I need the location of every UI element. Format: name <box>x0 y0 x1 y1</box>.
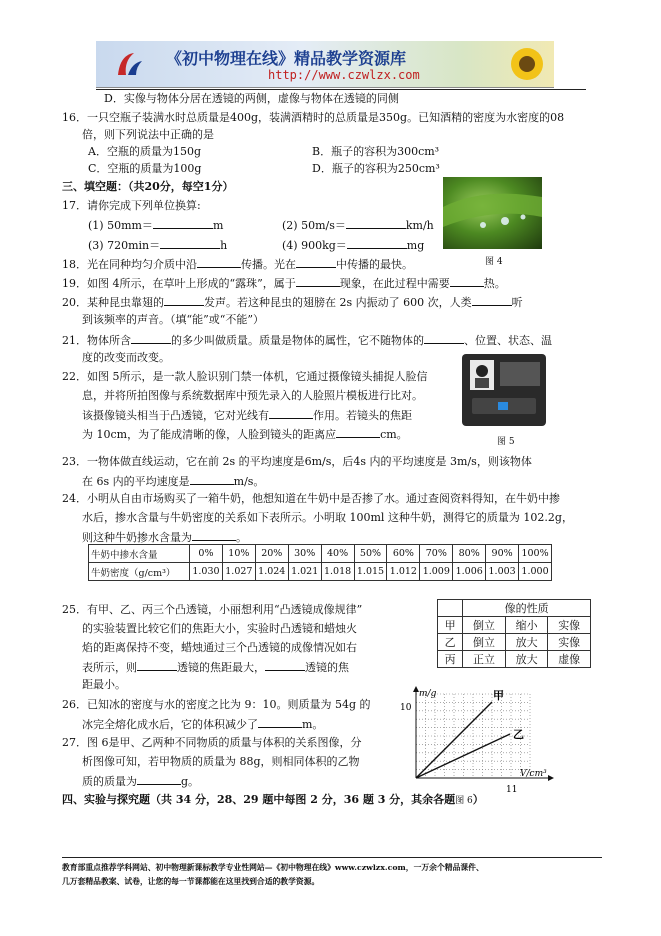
table-cell: 虚像 <box>548 651 591 668</box>
banner-title: 《初中物理在线》精品教学资源库 <box>166 49 407 68</box>
table-row <box>89 545 552 563</box>
table-cell: 1.012 <box>387 563 420 581</box>
table-cell: 1.030 <box>190 563 223 581</box>
table-cell: 60% <box>387 545 420 563</box>
q26-line2: 冰完全熔化成水后，它的体积减少了 m。 <box>82 718 324 731</box>
q15-option-d: D．实像与物体分居在透镜的两侧，虚像与物体在透镜的同侧 <box>104 92 399 105</box>
q16-option-b: B．瓶子的容积为300cm³ <box>312 145 440 158</box>
table-cell: 缩小 <box>505 617 548 634</box>
q18: 18．光在同种均匀介质中沿 传播。光在 中传播的最快。 <box>62 258 413 271</box>
table-row <box>438 634 591 651</box>
table-cell: 50% <box>354 545 387 563</box>
header-rule <box>96 89 586 90</box>
section-4-heading: 四、实验与探究题（共 34 分，28、29 题中每图 2 分，36 题 3 分，其余各题图 6） <box>62 793 484 806</box>
table-cell: 1.003 <box>486 563 519 581</box>
q17-part-4: (4) 900kg＝ mg <box>282 239 425 252</box>
table-row <box>438 600 591 617</box>
screen-face-icon <box>470 360 494 390</box>
x-tick-label: 11 <box>506 785 518 794</box>
sunflower-icon <box>508 45 546 83</box>
q22-line2: 息，并将所拍图像与系统数据库中预先录入的人脸照片模板进行比对。 <box>82 389 423 402</box>
q27-line1: 27．图 6是甲、乙两种不同物质的质量与体积的关系图像，分 <box>62 736 362 749</box>
table-cell: 1.015 <box>354 563 387 581</box>
q17-part-2: (2) 50m/s＝ km/h <box>282 219 434 232</box>
table-cell: 40% <box>321 545 354 563</box>
q25-line3: 焰的距离保持不变，蜡烛通过三个凸透镜的成像情况如右 <box>82 641 357 654</box>
table-cell: 20% <box>255 545 288 563</box>
q16-stem: 倍，则下列说法中正确的是 <box>82 128 214 141</box>
x-axis-label: V/cm³ <box>520 769 547 779</box>
q25-line4: 表所示，则 透镜的焦距最大， 透镜的焦 <box>82 661 349 674</box>
series-line-yi <box>416 734 510 778</box>
table-cell: 1.018 <box>321 563 354 581</box>
table-cell: 1.021 <box>288 563 321 581</box>
q26-line1: 26．已知冰的密度与水的密度之比为 9：10。则质量为 54g 的 <box>62 698 371 711</box>
y-tick-label: 10 <box>400 703 412 713</box>
lens-image-table <box>437 599 591 668</box>
q27-line2: 析图像可知，若甲物质的质量为 88g，则相同体积的乙物 <box>82 755 360 768</box>
table-cell: 实像 <box>548 634 591 651</box>
table-cell: 倒立 <box>463 617 506 634</box>
q25-line5: 距最小。 <box>82 678 126 691</box>
face-recognition-device-image <box>462 354 546 426</box>
q22-line3: 该摄像镜头相当于凸透镜，它对光线有 作用。若镜头的焦距 <box>82 409 412 422</box>
q25-line2: 的实验装置比较它们的焦距大小，实验时凸透镜和蜡烛火 <box>82 622 357 635</box>
table-cell: 丙 <box>438 651 463 668</box>
q20: 20．某种昆虫靠翅的 发声。若这种昆虫的翅膀在 2s 内振动了 600 次，人类 听 <box>62 296 523 309</box>
footer-line2: 几万套精品教案、试卷，让您的每一节课都能在这里找到合适的教学资源。 <box>62 877 320 886</box>
table-header-cell: 像的性质 <box>463 600 591 617</box>
q22-line4: 为 10cm，为了能成清晰的像，人脸到镜头的距离应 cm。 <box>82 428 408 441</box>
table-cell: 1.000 <box>519 563 552 581</box>
table-cell: 1.009 <box>420 563 453 581</box>
table-cell: 70% <box>420 545 453 563</box>
q24-line1: 24．小明从自由市场购买了一箱牛奶，他想知道在牛奶中是否掺了水。通过查阅资料得知，在牛奶中掺 <box>62 492 560 505</box>
q16-option-d: D．瓶子的容积为250cm³ <box>312 162 440 175</box>
footer-line1: 教育部重点推荐学科网站、初中物理新课标教学专业性网站—《初中物理在线》www.czwlzx.com，一万余个精品课件、 <box>62 863 484 872</box>
q16-stem: 16．一只空瓶子装满水时总质量是400g，装满酒精时的总质量是350g。已知酒精的密度为水密度的08 <box>62 111 565 124</box>
table-cell: 30% <box>288 545 321 563</box>
table-cell: 0% <box>190 545 223 563</box>
q17-part-1: (1) 50mm＝ m <box>88 219 224 232</box>
q22-line1: 22．如图 5所示，是一款人脸识别门禁一体机，它通过摄像镜头捕捉人脸信 <box>62 370 428 383</box>
table-cell: 倒立 <box>463 634 506 651</box>
table-cell: 10% <box>222 545 255 563</box>
q21-cont: 度的改变而改变。 <box>82 351 170 364</box>
table-cell: 100% <box>519 545 552 563</box>
q24-line2: 水后，掺水含量与牛奶密度的关系如下表所示。小明取 100ml 这种牛奶，测得它的质量为 102.2g， <box>82 511 573 524</box>
series-label-yi: 乙 <box>513 728 524 741</box>
q16-option-c: C．空瓶的质量为100g <box>88 162 202 175</box>
table-cell: 放大 <box>505 634 548 651</box>
q25-line1: 25．有甲、乙、丙三个凸透镜，小丽想利用“凸透镜成像规律” <box>62 603 363 616</box>
q24-line3: 则这种牛奶掺水含量为 。 <box>82 531 247 544</box>
mass-volume-chart <box>398 686 558 794</box>
banner-url[interactable]: http://www.czwlzx.com <box>268 68 420 82</box>
table-cell: 乙 <box>438 634 463 651</box>
table-cell: 1.027 <box>222 563 255 581</box>
table-cell: 80% <box>453 545 486 563</box>
table-row <box>89 563 552 581</box>
section-3-heading: 三、填空题：（共20分，每空1分） <box>62 180 234 193</box>
figure-6-caption: 图 6 <box>455 796 473 806</box>
table-cell: 放大 <box>505 651 548 668</box>
q23-line2: 在 6s 内的平均速度是 m/s。 <box>82 475 265 488</box>
table-cell: 甲 <box>438 617 463 634</box>
banner-logo-icon <box>114 49 144 79</box>
q23-line1: 23．一物体做直线运动，它在前 2s 的平均速度是6m/s，后4s 内的平均速度是 3m/s，则该物体 <box>62 455 532 468</box>
table-cell: 正立 <box>463 651 506 668</box>
table-row <box>438 617 591 634</box>
milk-density-table <box>88 544 552 581</box>
y-axis-label: m/g <box>419 689 437 699</box>
q16-option-a: A．空瓶的质量为150g <box>88 145 201 158</box>
figure-5-caption: 图 5 <box>497 437 515 447</box>
table-header-cell: 牛奶中掺水含量 <box>89 545 190 563</box>
header-banner <box>96 41 554 88</box>
figure-4-caption: 图 4 <box>485 257 503 267</box>
table-cell: 实像 <box>548 617 591 634</box>
x-axis-arrow-icon <box>548 775 554 781</box>
table-cell: 1.024 <box>255 563 288 581</box>
dewdrop-leaf-image <box>443 177 542 249</box>
q21: 21．物体所含 的多少叫做质量。质量是物体的属性，它不随物体的 、位置、状态、温 <box>62 334 552 347</box>
q20-cont: 到该频率的声音。（填“能”或“不能”） <box>82 313 264 326</box>
table-row <box>438 651 591 668</box>
q17-part-3: (3) 720min＝ h <box>88 239 228 252</box>
footer-rule <box>62 857 602 858</box>
table-cell: 1.006 <box>453 563 486 581</box>
q27-line3: 质的质量为 g。 <box>82 775 200 788</box>
table-cell: 90% <box>486 545 519 563</box>
table-header-cell: 牛奶密度（g/cm³） <box>89 563 190 581</box>
q19: 19．如图 4所示，在草叶上形成的“露珠”，属于 现象，在此过程中需要 热。 <box>62 277 506 290</box>
q17-stem: 17．请你完成下列单位换算: <box>62 199 201 212</box>
series-label-jia: 甲 <box>493 689 504 702</box>
